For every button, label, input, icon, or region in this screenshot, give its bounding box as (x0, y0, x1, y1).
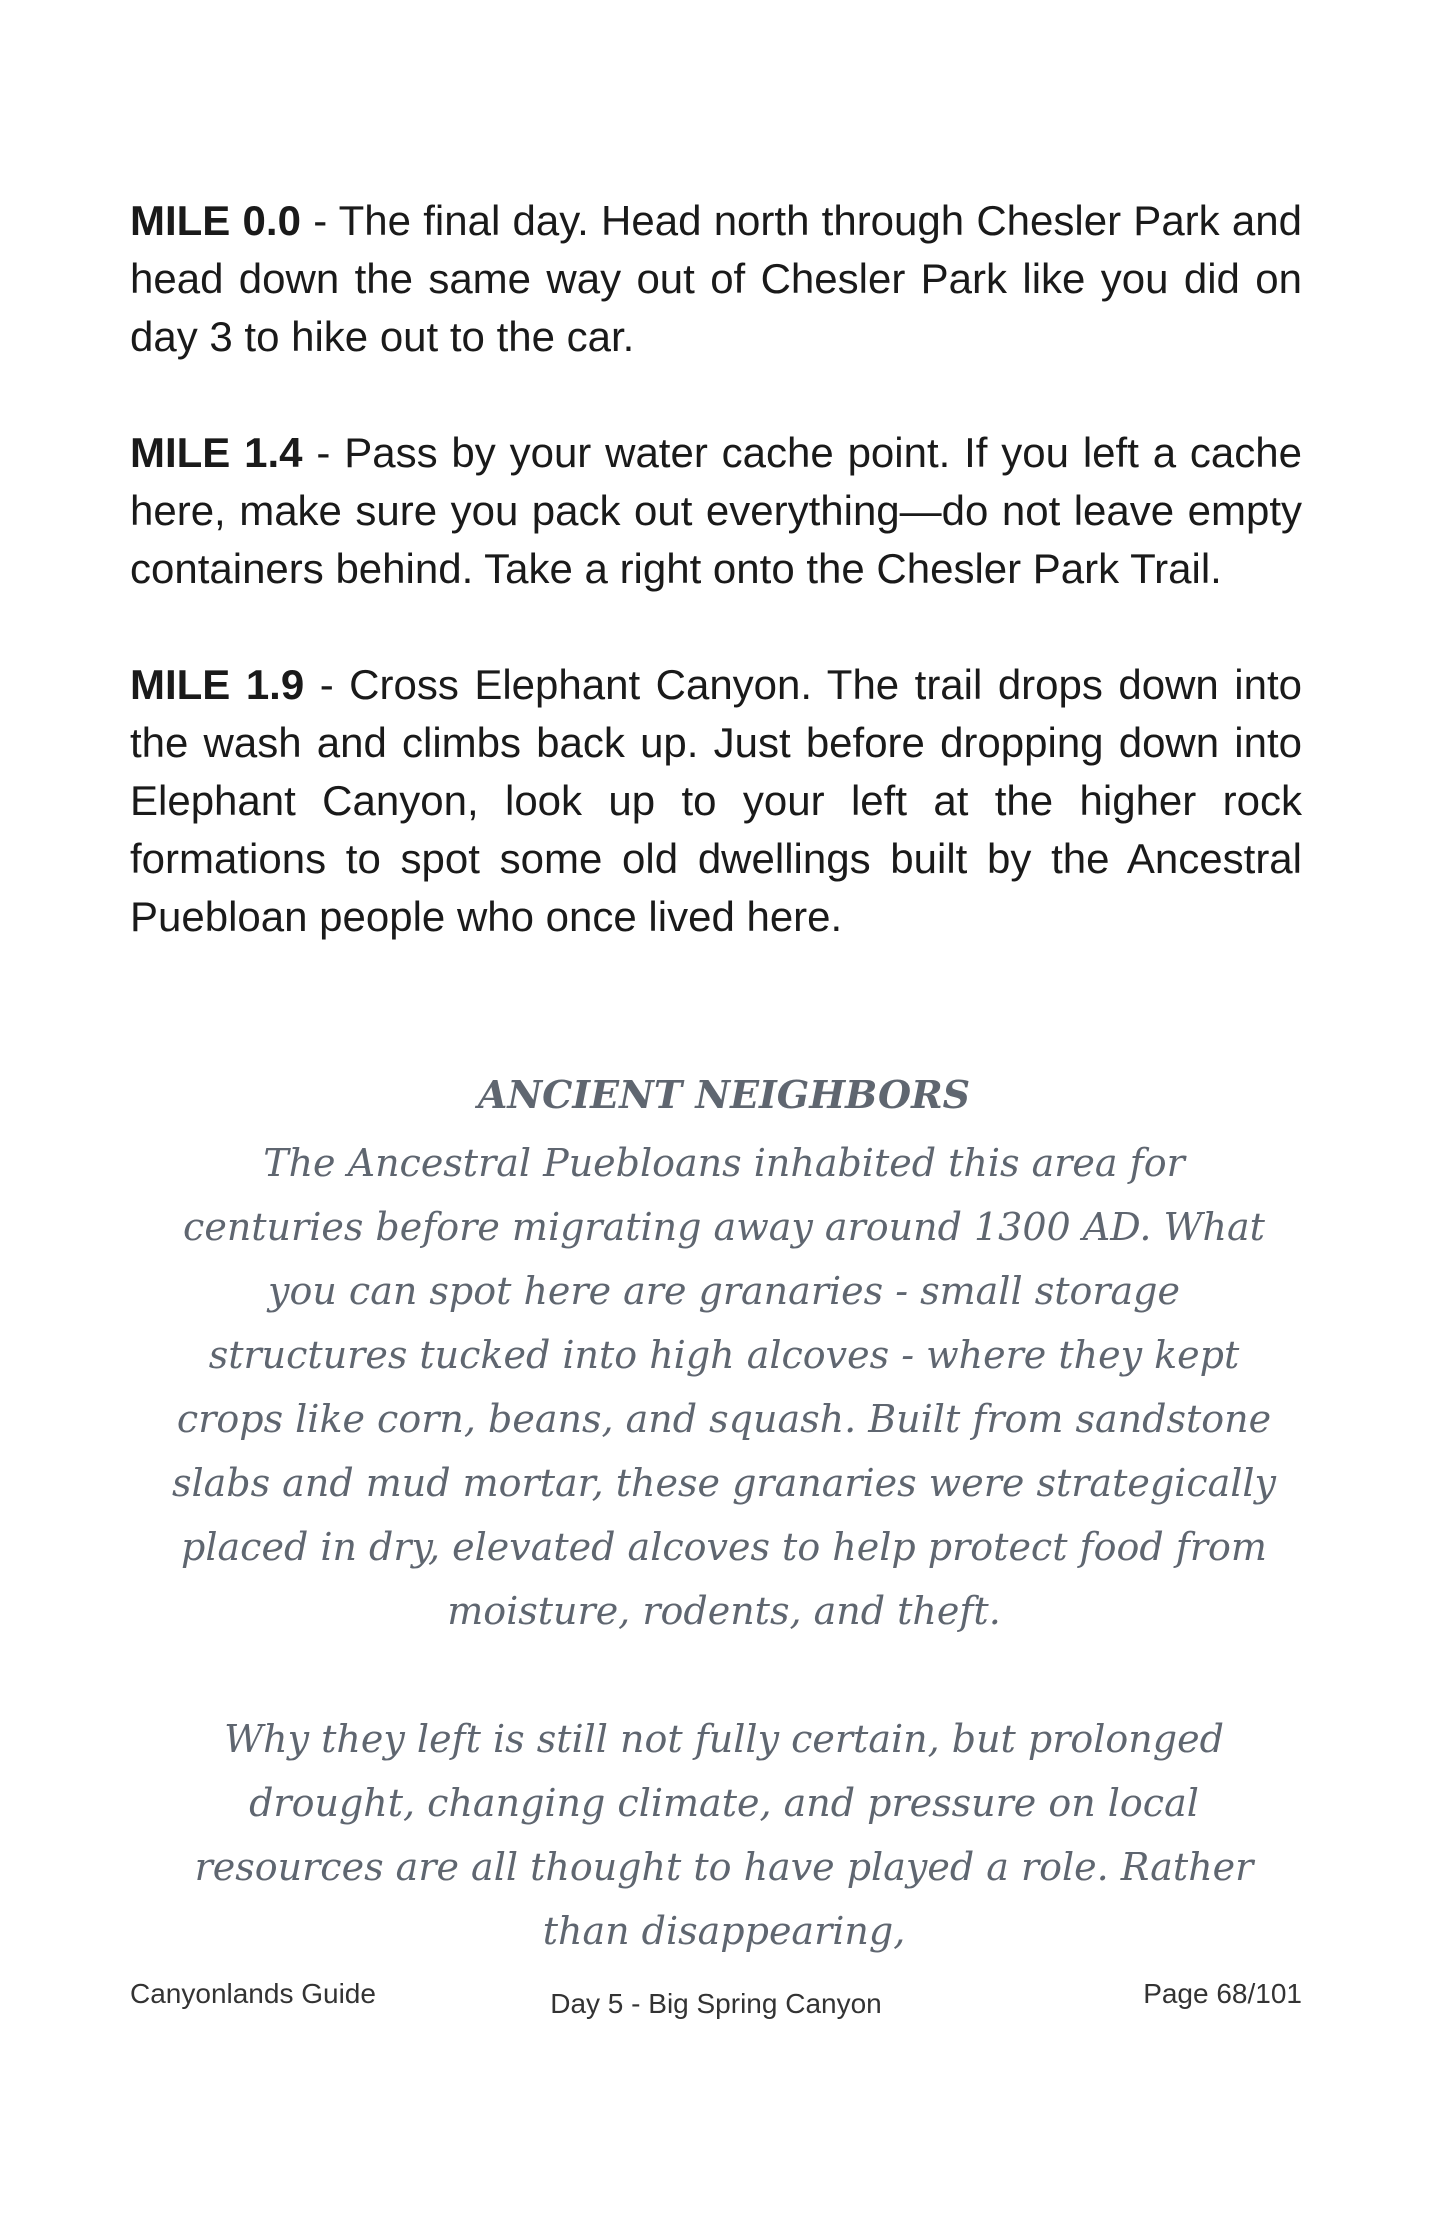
main-content (130, 192, 1302, 1004)
mile-entry (130, 192, 1302, 366)
sidebar-heading: ANCIENT NEIGHBORS (477, 1072, 971, 1117)
footer-page-number: Page 68/101 (1143, 1978, 1302, 2009)
sidebar-paragraph: Why they left is still not fully certain, but prolonged drought, changing climate, and pressure on local resources are all thought to have played a role. Rather than disappearing, (194, 1717, 1254, 1953)
sidebar-paragraph: The Ancestral Puebloans inhabited this area for centuries before migrating away around 1300 AD. What you can spot here are granaries - small storage structures tucked into high alcoves - where they kept crops like corn, beans, and squash. Built from sandstone slabs and mud mortar, these granaries were strategically placed in dry, elevated alcoves to help protect food from moisture, rodents, and theft. (171, 1141, 1277, 1633)
mile-description: - Pass by your water cache point. If you left a cache here, make sure you pack out everything—do not leave empty containers behind. Take a right onto the Chesler Park Trail. (130, 429, 1302, 592)
mile-entry (130, 656, 1302, 946)
footer-chapter-title: Day 5 - Big Spring Canyon (550, 1988, 882, 2019)
mile-description: - The final day. Head north through Chesler Park and head down the same way out of Chesler Park like you did on day 3 to hike out to the car. (130, 197, 1302, 360)
sidebar-ancient-neighbors (170, 1065, 1278, 2027)
page-footer (130, 1978, 1302, 2038)
mile-entry (130, 424, 1302, 598)
footer-guide-title: Canyonlands Guide (130, 1978, 376, 2009)
mile-marker: MILE 0.0 (130, 197, 301, 244)
mile-marker: MILE 1.9 (130, 661, 305, 708)
mile-marker: MILE 1.4 (130, 429, 303, 476)
mile-description: - Cross Elephant Canyon. The trail drops down into the wash and climbs back up. Just before dropping down into Elephant Canyon, look up to your left at the higher rock formations to spot some old dwellings built by the Ancestral Puebloan people who once lived here. (130, 661, 1302, 940)
